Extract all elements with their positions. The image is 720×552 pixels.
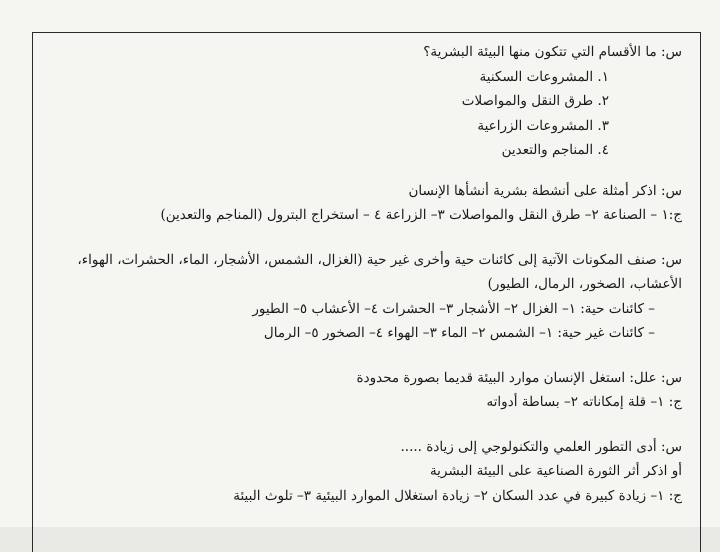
q3-nonliving: – كائنات غير حية: ١– الشمس ٢– الماء ٣– الهواء ٤– الصخور ٥– الرمال (263, 325, 655, 341)
q1-item-4: ٤. المناجم والتعدين (501, 142, 609, 158)
q3-living: – كائنات حية: ١– الغزال ٢– الأشجار ٣– الحشرات ٤– الأعشاب ٥– الطيور (252, 300, 655, 317)
q3-question-line-1: س: صنف المكونات الآتية إلى كائنات حية وأخرى غير حية (الغزال، الشمس، الأشجار، الماء، الحشرات، الهواء، (77, 251, 682, 268)
q1-item-2: ٢. طرق النقل والمواصلات (461, 93, 609, 109)
q1-item-3: ٣. المشروعات الزراعية (477, 117, 609, 134)
q1-question: س: ما الأقسام التي تتكون منها البيئة البشرية؟ (423, 44, 682, 60)
q3-question-line-2: الأعشاب، الصخور، الرمال، الطيور) (487, 276, 682, 292)
q2-answer: ج:١ – الصناعة ٢– طرق النقل والمواصلات ٣– الزراعة ٤ – استخراج البترول (المناجم والتعدين) (160, 207, 682, 223)
q5-answer: ج: ١– زيادة كبيرة في عدد السكان ٢– زيادة استغلال الموارد البيئية ٣– تلوث البيئة (233, 487, 682, 504)
q2-question: س: اذكر أمثلة على أنشطة بشرية أنشأها الإنسان (408, 182, 682, 199)
q5-question-line-2: أو اذكر أثر الثورة الصناعية على البيئة البشرية (429, 463, 682, 479)
q5-question-line-1: س: أدى التطور العلمي والتكنولوجي إلى زيادة ..... (400, 438, 682, 455)
q4-question: س: علل: استغل الإنسان موارد البيئة قديما بصورة محدودة (356, 369, 682, 386)
q1-item-1: ١. المشروعات السكنية (479, 68, 609, 85)
worksheet-content (42, 40, 682, 508)
q4-answer: ج: ١– قلة إمكاناته ٢– بساطة أدواته (486, 394, 682, 410)
